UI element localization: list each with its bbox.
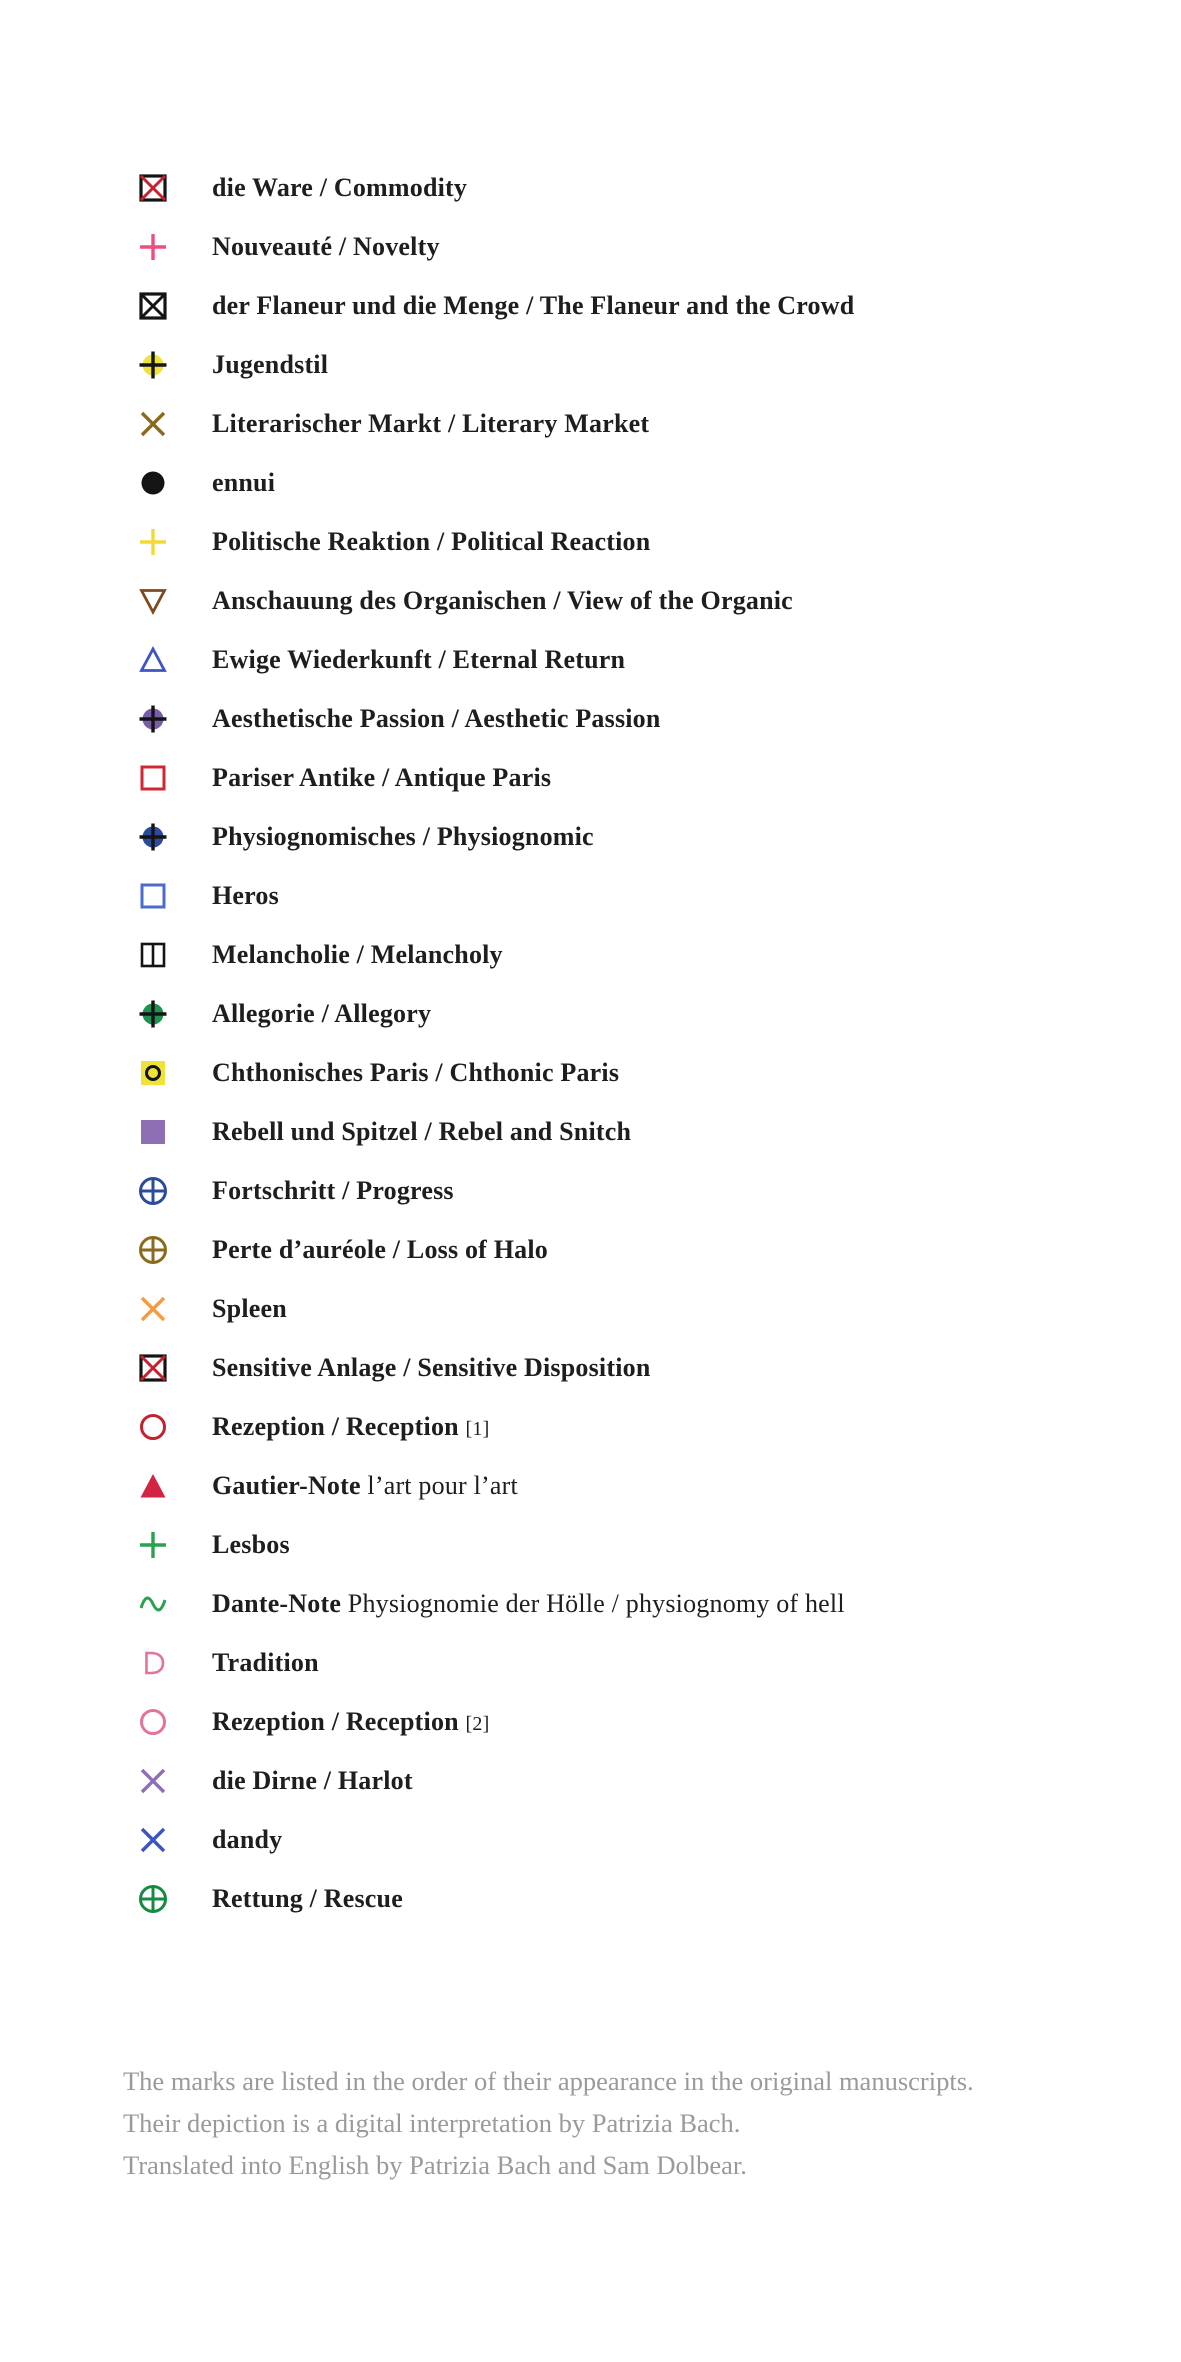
plus-icon: [136, 1528, 170, 1562]
square-outline-icon: [136, 761, 170, 795]
legend-item-title: Tradition: [212, 1647, 319, 1677]
circle-outline-icon: [136, 1410, 170, 1444]
circle-cross-icon: [136, 820, 170, 854]
legend-item: [136, 1869, 854, 1928]
legend-item: [136, 1515, 854, 1574]
legend-item-index: [1]: [465, 1417, 490, 1440]
legend-item-label: [212, 1176, 454, 1206]
legend-item: [136, 1397, 854, 1456]
legend-item: [136, 1043, 854, 1102]
square-outline-icon: [136, 879, 170, 913]
legend-item-label: [212, 1412, 489, 1442]
legend-item-title: Dante-Note: [212, 1588, 342, 1618]
legend-item-title: Chthonisches Paris / Chthonic Paris: [212, 1057, 620, 1087]
legend-item-label: [212, 1884, 403, 1914]
legend-item: [136, 689, 854, 748]
legend-item-title: Politische Reaktion / Political Reaction: [212, 526, 651, 556]
legend-item-title: Melancholie / Melancholy: [212, 939, 503, 969]
legend-item-subtitle: l’art pour l’art: [367, 1470, 518, 1500]
x-icon: [136, 1764, 170, 1798]
legend-item-title: Nouveauté / Novelty: [212, 231, 440, 261]
footer-line: The marks are listed in the order of their appearance in the original manuscripts.: [123, 2066, 974, 2096]
legend-item: [136, 748, 854, 807]
legend-item-label: [212, 1589, 845, 1619]
legend-item-title: die Dirne / Harlot: [212, 1765, 413, 1795]
d-shape-icon: [136, 1646, 170, 1680]
legend-item-title: Physiognomisches / Physiognomic: [212, 821, 594, 851]
legend-item-label: [212, 1766, 413, 1796]
legend-item-label: [212, 1235, 548, 1265]
x-icon: [136, 1823, 170, 1857]
legend-item: [136, 925, 854, 984]
legend-item-title: ennui: [212, 467, 276, 497]
legend-item-label: [212, 1530, 290, 1560]
legend-item: [136, 1751, 854, 1810]
legend-item: [136, 217, 854, 276]
legend-item-subtitle: Physiognomie der Hölle / physiognomy of hell: [347, 1588, 845, 1618]
legend-item: [136, 335, 854, 394]
triangle-up-outline-icon: [136, 643, 170, 677]
legend-item-title: Sensitive Anlage / Sensitive Disposition: [212, 1352, 651, 1382]
legend-item-title: Ewige Wiederkunft / Eternal Return: [212, 644, 626, 674]
legend-list: [136, 158, 854, 1928]
legend-item-title: Rezeption / Reception: [212, 1411, 459, 1441]
legend-item: [136, 630, 854, 689]
legend-item-label: [212, 763, 551, 793]
legend-item-title: Pariser Antike / Antique Paris: [212, 762, 552, 792]
circle-plus-icon: [136, 1174, 170, 1208]
legend-item: [136, 571, 854, 630]
x-icon: [136, 407, 170, 441]
legend-item: [136, 512, 854, 571]
legend-item-title: Literarischer Markt / Literary Market: [212, 408, 650, 438]
legend-item-label: [212, 1294, 287, 1324]
legend-item-label: [212, 586, 793, 616]
legend-item-title: die Ware / Commodity: [212, 172, 468, 202]
legend-item-title: Spleen: [212, 1293, 287, 1323]
triangle-up-filled-icon: [136, 1469, 170, 1503]
legend-item: [136, 394, 854, 453]
plus-icon: [136, 230, 170, 264]
legend-item-title: der Flaneur und die Menge / The Flaneur and the Crowd: [212, 290, 855, 320]
legend-item-label: [212, 1825, 282, 1855]
square-vline-icon: [136, 938, 170, 972]
circle-cross-icon: [136, 997, 170, 1031]
legend-item: [136, 1456, 854, 1515]
legend-item: [136, 158, 854, 217]
legend-item: [136, 276, 854, 335]
legend-item-title: Allegorie / Allegory: [212, 998, 432, 1028]
circle-filled-icon: [136, 466, 170, 500]
legend-item: [136, 984, 854, 1043]
footer-line: Translated into English by Patrizia Bach and Sam Dolbear.: [123, 2150, 747, 2180]
circle-plus-icon: [136, 1882, 170, 1916]
circle-plus-icon: [136, 1233, 170, 1267]
legend-item-label: [212, 527, 650, 557]
legend-item-label: [212, 1058, 619, 1088]
legend-item-label: [212, 291, 854, 321]
legend-item-title: Aesthetische Passion / Aesthetic Passion: [212, 703, 661, 733]
legend-item-title: dandy: [212, 1824, 283, 1854]
legend-item-label: [212, 704, 661, 734]
legend-item: [136, 1102, 854, 1161]
legend-item: [136, 866, 854, 925]
x-icon: [136, 1292, 170, 1326]
legend-item-title: Fortschritt / Progress: [212, 1175, 454, 1205]
legend-item: [136, 1279, 854, 1338]
legend-item-title: Perte d’auréole / Loss of Halo: [212, 1234, 548, 1264]
legend-item-label: [212, 822, 594, 852]
legend-item: [136, 1810, 854, 1869]
sine-icon: [136, 1587, 170, 1621]
legend-item-label: [212, 1353, 651, 1383]
legend-item-label: [212, 1707, 489, 1737]
legend-item-label: [212, 232, 440, 262]
legend-item: [136, 453, 854, 512]
square-circle-icon: [136, 1056, 170, 1090]
circle-cross-icon: [136, 702, 170, 736]
legend-item-label: [212, 173, 467, 203]
legend-item-label: [212, 881, 279, 911]
box-x-icon: [136, 1351, 170, 1385]
legend-item: [136, 807, 854, 866]
legend-item-title: Gautier-Note: [212, 1470, 361, 1500]
square-filled-icon: [136, 1115, 170, 1149]
legend-item-label: [212, 1117, 631, 1147]
plus-icon: [136, 525, 170, 559]
legend-item-title: Rettung / Rescue: [212, 1883, 403, 1913]
legend-item-title: Lesbos: [212, 1529, 290, 1559]
legend-item-title: Anschauung des Organischen / View of the Organic: [212, 585, 793, 615]
legend-item-label: [212, 999, 431, 1029]
footer-note: [123, 2060, 974, 2186]
legend-item: [136, 1574, 854, 1633]
legend-item-label: [212, 468, 275, 498]
legend-item-label: [212, 350, 328, 380]
footer-line: Their depiction is a digital interpretation by Patrizia Bach.: [123, 2108, 741, 2138]
box-x-icon: [136, 289, 170, 323]
legend-item: [136, 1338, 854, 1397]
legend-item-label: [212, 1471, 518, 1501]
legend-item-label: [212, 409, 649, 439]
legend-item: [136, 1633, 854, 1692]
legend-item: [136, 1220, 854, 1279]
triangle-down-outline-icon: [136, 584, 170, 618]
legend-item-title: Rezeption / Reception: [212, 1706, 459, 1736]
circle-outline-icon: [136, 1705, 170, 1739]
legend-item-label: [212, 645, 625, 675]
legend-item-title: Heros: [212, 880, 279, 910]
box-x-icon: [136, 171, 170, 205]
legend-item: [136, 1161, 854, 1220]
legend-item-index: [2]: [465, 1712, 490, 1735]
legend-item-title: Jugendstil: [212, 349, 329, 379]
legend-item-label: [212, 1648, 319, 1678]
legend-item-label: [212, 940, 503, 970]
legend-item: [136, 1692, 854, 1751]
circle-cross-icon: [136, 348, 170, 382]
legend-item-title: Rebell und Spitzel / Rebel and Snitch: [212, 1116, 632, 1146]
